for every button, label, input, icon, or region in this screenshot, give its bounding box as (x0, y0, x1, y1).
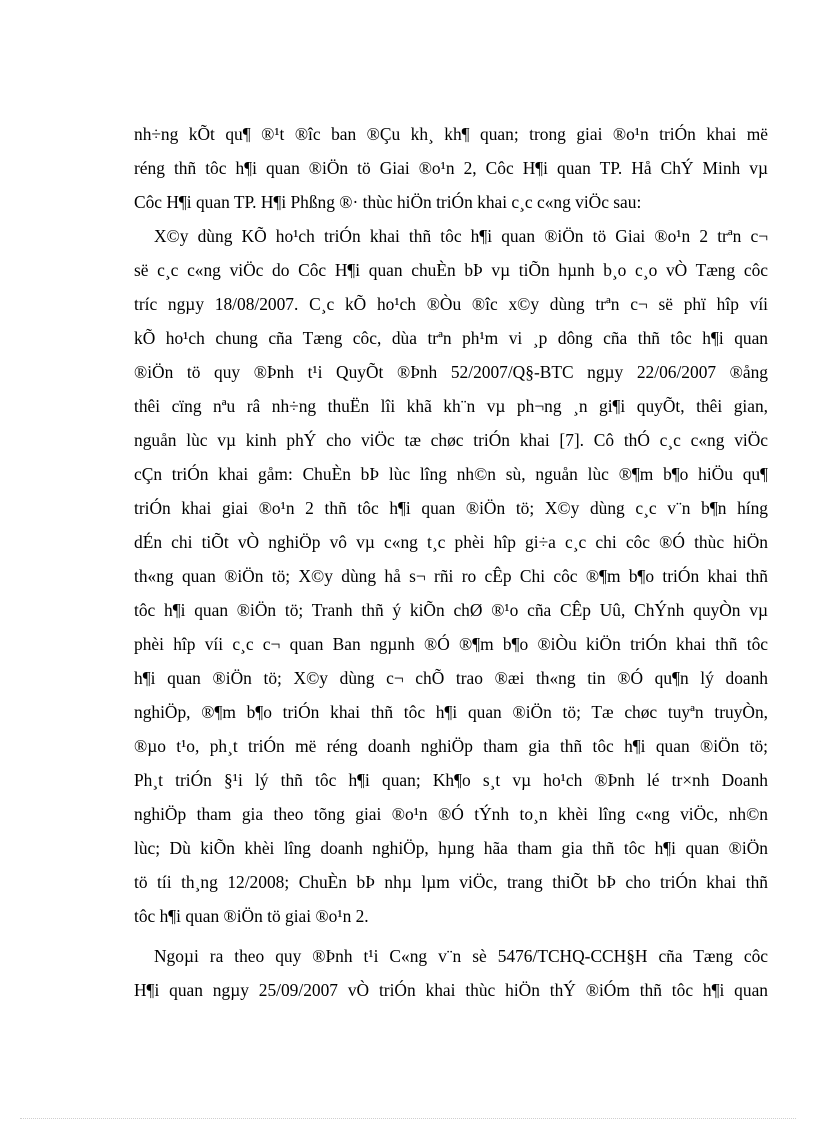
text-line: phèi hîp víi c¸c c¬ quan Ban ngµnh ®Ó ®¶m b¶o ®iÒu kiÖn triÓn khai thñ tôc (134, 634, 768, 654)
text-line: tö tíi th¸ng 12/2008; ChuÈn bÞ nhµ lµm viÖc, trang thiÕt bÞ cho triÓn khai thñ (134, 872, 768, 892)
text-line: Ph¸t triÓn §¹i lý thñ tôc h¶i quan; Kh¶o s¸t vµ ho¹ch ®Þnh lé tr×nh Doanh (134, 770, 768, 790)
text-line: Côc H¶i quan TP. H¶i Phßng ®· thùc hiÖn triÓn khai c¸c c«ng viÖc sau: (134, 192, 642, 212)
text-line: ®µo t¹o, ph¸t triÓn më réng doanh nghiÖp tham gia thñ tôc h¶i quan ®iÖn tö; (134, 736, 768, 756)
text-line: X©y dùng KÕ ho¹ch triÓn khai thñ tôc h¶i quan ®iÖn tö Giai ®o¹n 2 trªn c¬ (154, 226, 768, 246)
paragraph-2 (134, 219, 768, 933)
text-line: ®iÖn tö quy ®Þnh t¹i QuyÕt ®Þnh 52/2007/Q§-BTC ngµy 22/06/2007 ®ång (134, 362, 768, 382)
text-line: thêi cïng nªu râ nh÷ng thuËn lîi khã kh¨n vµ ph¬ng ¸n gi¶i quyÕt, thêi gian, (134, 396, 768, 416)
text-line: tôc h¶i quan ®iÖn tö; Tranh thñ ý kiÕn chØ ®¹o cña CÊp Uû, ChÝnh quyÒn vµ (134, 600, 768, 620)
paragraph-3 (134, 939, 768, 1007)
text-line: H¶i quan ngµy 25/09/2007 vÒ triÓn khai thùc hiÖn thÝ ®iÓm thñ tôc h¶i quan (134, 980, 768, 1000)
text-line: dÉn chi tiÕt vÒ nghiÖp vô vµ c«ng t¸c phèi hîp gi÷a c¸c chi côc ®Ó thùc hiÖn (134, 532, 768, 552)
text-line: tríc ngµy 18/08/2007. C¸c kÕ ho¹ch ®Òu ®îc x©y dùng trªn c¬ së phï hîp víi (134, 294, 768, 314)
text-line: nh÷ng kÕt qu¶ ®¹t ®îc ban ®Çu kh¸ kh¶ quan; trong giai ®o¹n triÓn khai më (134, 124, 768, 144)
text-line: cÇn triÓn khai gåm: ChuÈn bÞ lùc lîng nh©n sù, nguån lùc ®¶m b¶o hiÖu qu¶ (134, 464, 768, 484)
text-line: h¶i quan ®iÖn tö; X©y dùng c¬ chÕ trao ®æi th«ng tin ®Ó qu¶n lý doanh (134, 668, 768, 688)
text-line: tôc h¶i quan ®iÖn tö giai ®o¹n 2. (134, 906, 369, 926)
text-line: nghiÖp, ®¶m b¶o triÓn khai thñ tôc h¶i quan ®iÖn tö; Tæ chøc tuyªn truyÒn, (134, 702, 768, 722)
text-line: nghiÖp tham gia theo tõng giai ®o¹n ®Ó tÝnh to¸n khèi lîng c«ng viÖc, nh©n (134, 804, 768, 824)
text-line: nguån lùc vµ kinh phÝ cho viÖc tæ chøc triÓn khai [7]. Cô thÓ c¸c c«ng viÖc (134, 430, 768, 450)
text-line: lùc; Dù kiÕn khèi lîng doanh nghiÖp, hµng hãa tham gia thñ tôc h¶i quan ®iÖn (134, 838, 768, 858)
text-line: th«ng quan ®iÖn tö; X©y dùng hå s¬ rñi ro cÊp Chi côc ®¶m b¶o triÓn khai thñ (134, 566, 768, 586)
text-line: së c¸c c«ng viÖc do Côc H¶i quan chuÈn bÞ vµ tiÕn hµnh b¸o c¸o vÒ Tæng côc (134, 260, 768, 280)
text-line: réng thñ tôc h¶i quan ®iÖn tö Giai ®o¹n 2, Côc H¶i quan TP. Hå ChÝ Minh vµ (134, 158, 768, 178)
text-line: Ngoµi ra theo quy ®Þnh t¹i C«ng v¨n sè 5476/TCHQ-CCH§H cña Tæng côc (154, 946, 768, 966)
body-text (134, 117, 768, 1007)
text-line: triÓn khai giai ®o¹n 2 thñ tôc h¶i quan ®iÖn tö; X©y dùng c¸c v¨n b¶n híng (134, 498, 768, 518)
paragraph-1 (134, 117, 768, 219)
text-line: kÕ ho¹ch chung cña Tæng côc, dùa trªn ph¹m vi ¸p dông cña thñ tôc h¶i quan (134, 328, 768, 348)
page-bottom-divider (20, 1118, 796, 1119)
